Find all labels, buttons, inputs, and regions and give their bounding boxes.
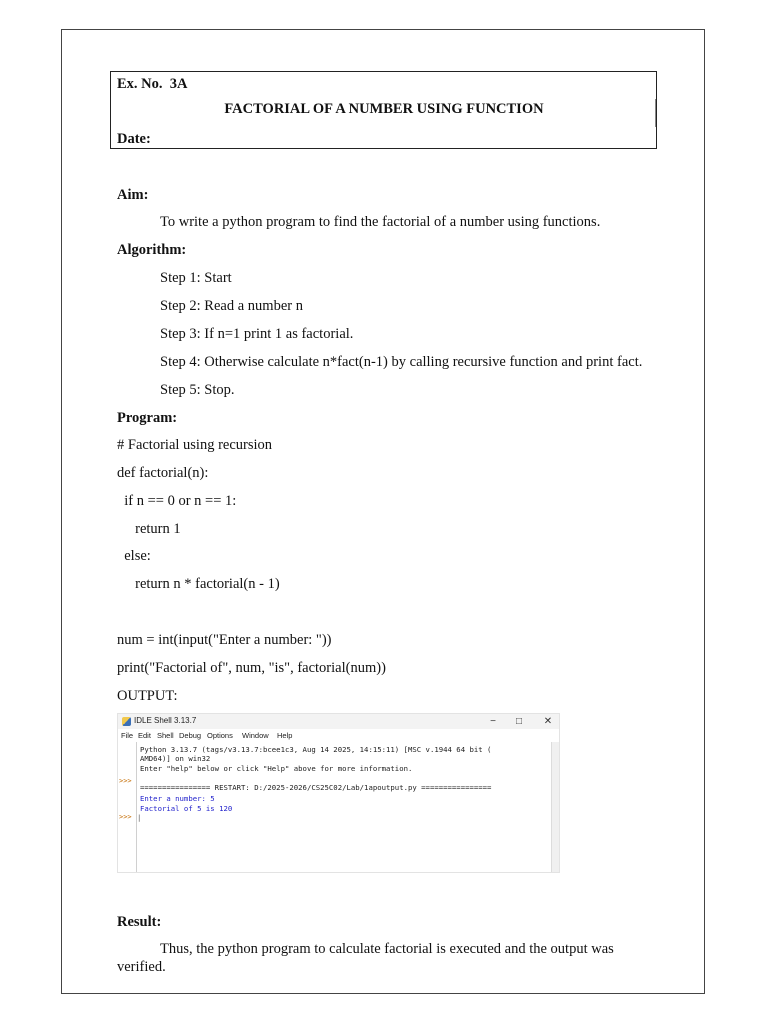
idle-shell-screenshot (117, 713, 560, 873)
aim-heading: Aim: (117, 187, 149, 203)
shell-prompt: >>> (119, 777, 132, 785)
minimize-icon: − (490, 716, 496, 727)
shell-line: Enter a number: 5 (140, 794, 215, 803)
shell-title: IDLE Shell 3.13.7 (134, 716, 197, 725)
menu-edit: Edit (138, 731, 151, 740)
code-line: if n == 0 or n == 1: (117, 493, 237, 509)
menu-window: Window (242, 731, 269, 740)
algorithm-step: Step 3: If n=1 print 1 as factorial. (160, 326, 354, 342)
result-text: verified. (117, 959, 166, 975)
shell-line: Python 3.13.7 (tags/v3.13.7:bcee1c3, Aug 14 2025, 14:15:11) [MSC v.1944 64 bit ( (140, 745, 492, 754)
menu-help: Help (277, 731, 293, 740)
code-line: num = int(input("Enter a number: ")) (117, 632, 332, 648)
menu-shell: Shell (157, 731, 174, 740)
algorithm-step: Step 1: Start (160, 270, 232, 286)
algorithm-step: Step 2: Read a number n (160, 298, 303, 314)
code-line: # Factorial using recursion (117, 437, 273, 453)
code-line: else: (117, 548, 151, 564)
shell-gutter (118, 742, 137, 873)
aim-text: To write a python program to find the factorial of a number using functions. (160, 214, 601, 230)
code-line: return 1 (117, 521, 181, 537)
shell-menubar (118, 730, 559, 742)
algorithm-step: Step 5: Stop. (160, 382, 235, 398)
page-title: FACTORIAL OF A NUMBER USING FUNCTION (224, 101, 544, 117)
algorithm-step: Step 4: Otherwise calculate n*fact(n-1) by calling recursive function and print fact. (160, 354, 643, 370)
close-icon: ✕ (543, 716, 553, 727)
result-text: Thus, the python program to calculate factorial is executed and the output was (160, 941, 614, 957)
shell-scrollbar (551, 742, 559, 873)
menu-options: Options (207, 731, 233, 740)
code-line: def factorial(n): (117, 465, 209, 481)
shell-prompt: >>> (119, 813, 132, 821)
text-cursor: | (137, 813, 142, 822)
code-line: print("Factorial of", num, "is", factorial(num)) (117, 660, 386, 676)
code-line: return n * factorial(n - 1) (117, 576, 280, 592)
maximize-icon: □ (515, 716, 523, 727)
shell-titlebar (118, 714, 559, 729)
exercise-number: Ex. No. 3A (117, 76, 188, 92)
python-idle-icon (122, 717, 131, 726)
result-heading: Result: (117, 914, 162, 930)
menu-debug: Debug (179, 731, 202, 740)
date-label: Date: (117, 131, 151, 147)
shell-line: ================ RESTART: D:/2025-2026/CS25C02/Lab/1apoutput.py ================ (140, 783, 492, 792)
algorithm-heading: Algorithm: (117, 242, 187, 258)
shell-line: Factorial of 5 is 120 (140, 804, 233, 813)
menu-file: File (121, 731, 134, 740)
shell-line: AMD64)] on win32 (140, 754, 211, 763)
shell-line: Enter "help" below or click "Help" above for more information. (140, 764, 413, 773)
output-heading: OUTPUT: (117, 688, 178, 704)
program-heading: Program: (117, 410, 178, 426)
